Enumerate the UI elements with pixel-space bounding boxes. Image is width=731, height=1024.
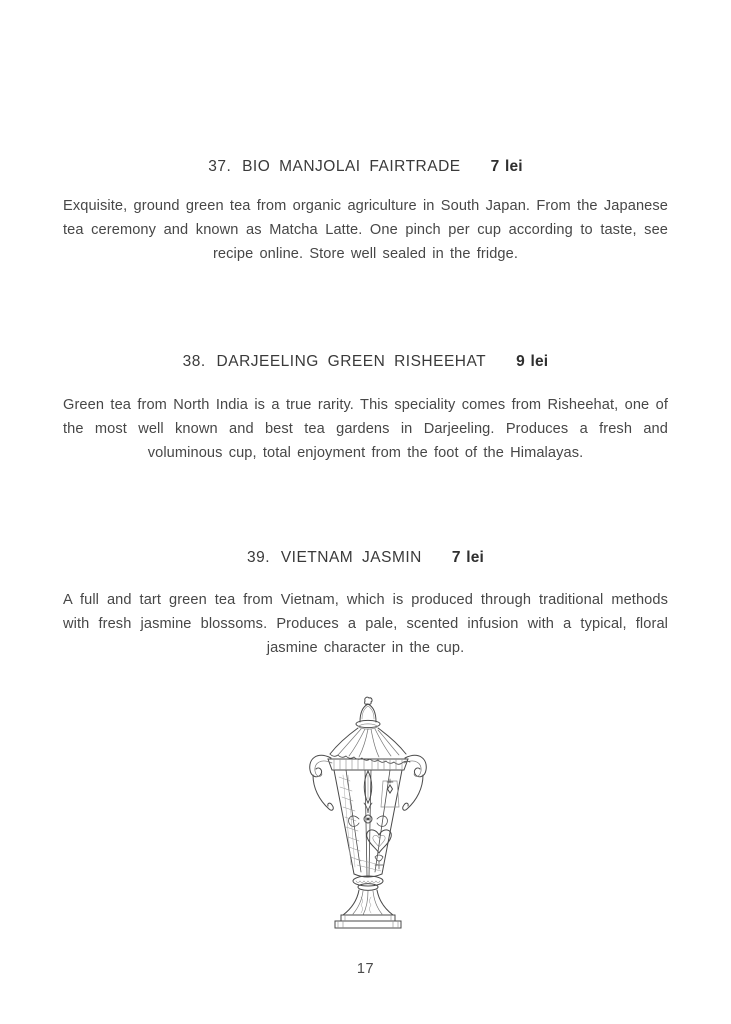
menu-item-37-description: Exquisite, ground green tea from organic agriculture in South Japan. From the Japanese tea ceremony and known as Matcha Latte. One pinch per cup according to taste, see recipe online. Store well sealed in the fridge.: [63, 198, 668, 262]
menu-item-title: VIETNAM JASMIN: [280, 549, 422, 566]
menu-item-39-title-group: [247, 548, 422, 568]
menu-item-title: DARJEELING GREEN RISHEEHAT: [216, 353, 487, 370]
menu-item-38-heading: [0, 352, 731, 372]
menu-item-38-description: Green tea from North India is a true rarity. This speciality comes from Risheehat, one of the most well known and best tea gardens in Darjeeling. Produces a fresh and voluminous cup, total enjoyment from the foot of the Himalayas.: [63, 397, 668, 461]
menu-item-title: BIO MANJOLAI FAIRTRADE: [242, 158, 461, 175]
menu-item-number: 39.: [246, 549, 271, 566]
menu-item-37-title-group: [208, 157, 460, 177]
urn-illustration: [301, 695, 435, 931]
menu-item-number: 37.: [208, 158, 232, 175]
menu-item-38-title-group: [183, 352, 487, 372]
menu-item-number: 38.: [182, 353, 206, 370]
ornate-urn-icon: [301, 695, 435, 931]
menu-item-price: 7 lei: [451, 549, 485, 566]
menu-item-price: 7 lei: [490, 158, 523, 175]
page-number: 17: [356, 961, 375, 977]
menu-item-price: 9 lei: [516, 353, 549, 370]
menu-item-39-description: A full and tart green tea from Vietnam, which is produced through traditional methods with fresh jasmine blossoms. Produces a pale, scented infusion with a typical, floral jasmine character in the cup.: [63, 592, 668, 656]
menu-item-39-heading: [0, 548, 731, 568]
menu-item-37-heading: [0, 157, 731, 177]
